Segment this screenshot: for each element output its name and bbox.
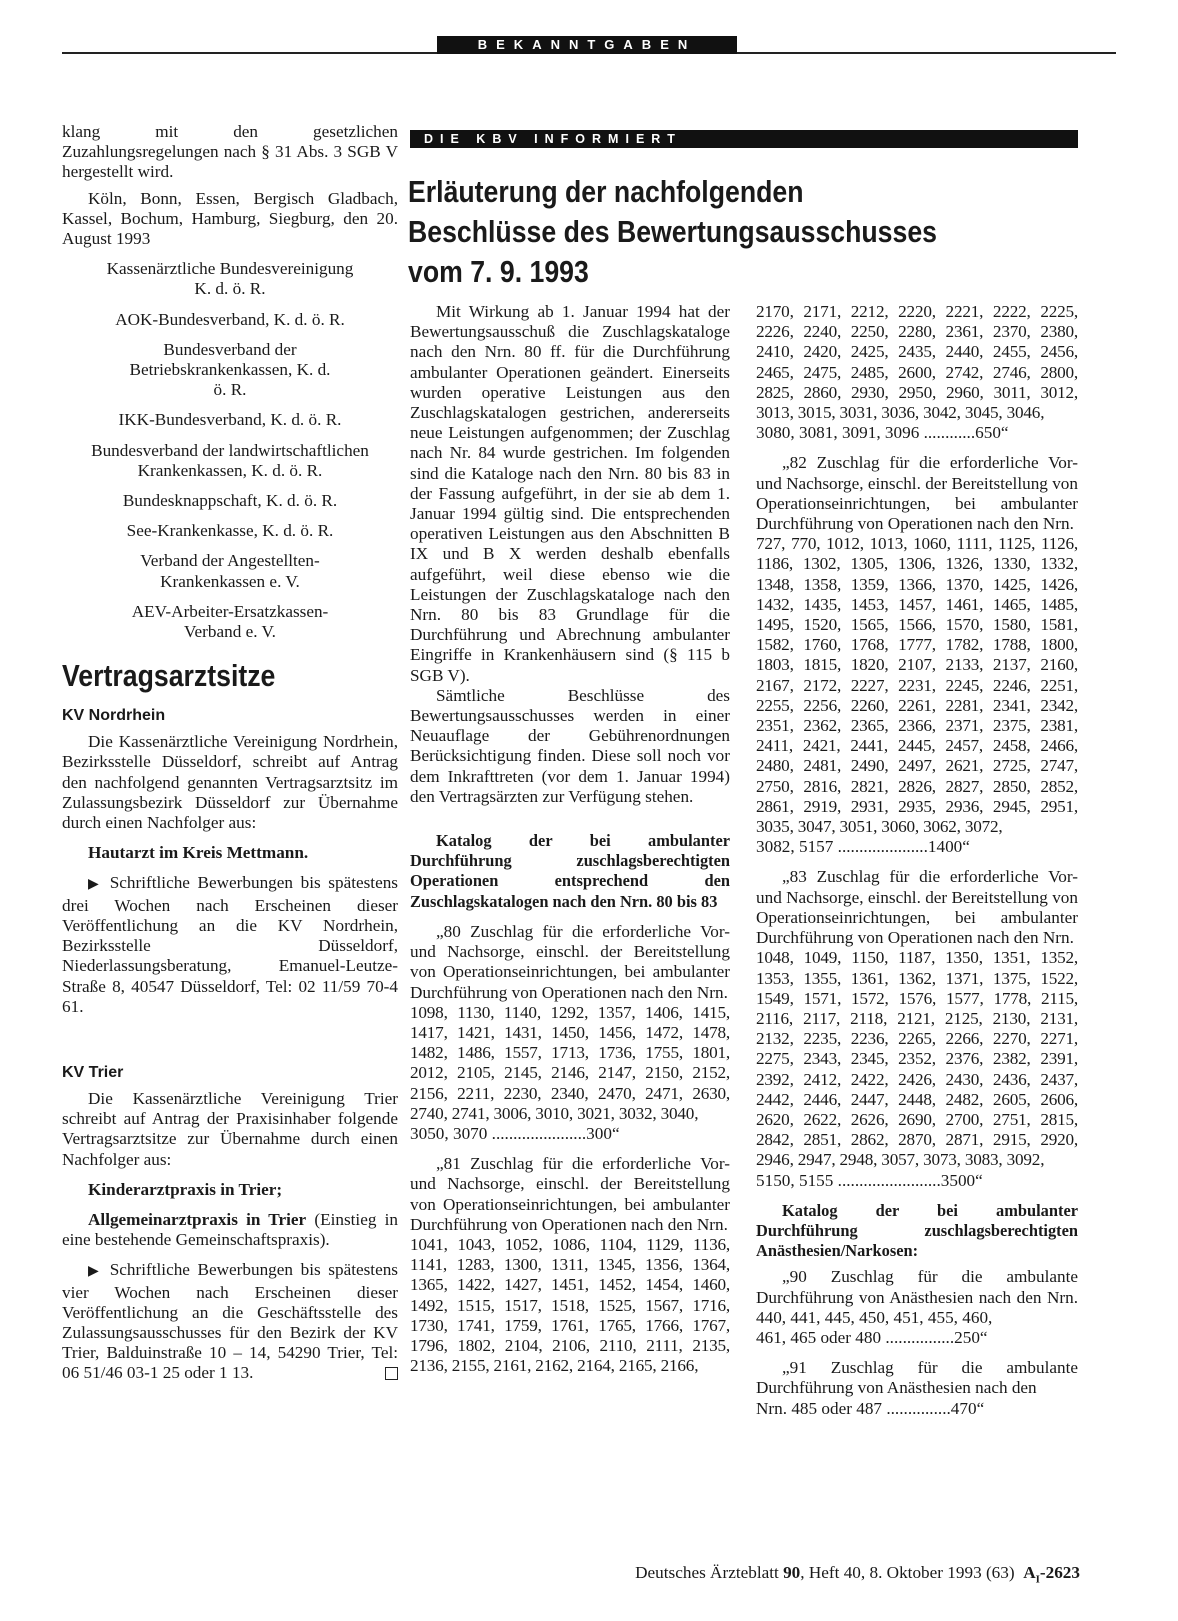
journal-issue: , Heft 40, 8. Oktober 1993 (63) bbox=[800, 1563, 1015, 1582]
nordrhein-text: Die Kassenärztliche Vereinigung Nordrhein, Bezirksstelle Düsseldorf, schreibt auf Antrag den nachfolgend genannten Vertragsarztsitz im Zulassungsbezirk Düsseldorf zur Übernahme durch einen Nachfolger aus: bbox=[62, 732, 398, 833]
middle-column bbox=[410, 302, 730, 1376]
page-footer bbox=[560, 1563, 1080, 1589]
signatory: IKK-Bundesverband, K. d. ö. R. bbox=[118, 410, 342, 430]
zuschlag-90-last: 461, 465 oder 480 ................250“ bbox=[756, 1327, 988, 1347]
nordrhein-apply: ▶ Schriftliche Bewerbungen bis spätestens drei Wochen nach Erscheinen dieser Veröffentlichung an die KV Nordrhein, Bezirksstelle Düsseldorf, Niederlassungsberatung, Emanuel-Leutze-Straße 8, 40547 Düsseldorf, Tel: 02 11/59 70-4 61. bbox=[62, 873, 398, 1016]
triangle-right-icon: ▶ bbox=[88, 877, 103, 893]
section-tag: BEKANNTGABEN bbox=[437, 36, 737, 54]
zuschlag-82-numbers: 727, 770, 1012, 1013, 1060, 1111, 1125, 1126, 1186, 1302, 1305, 1306, 1326, 1330, 1332, 1348, 1358, 1359, 1366, 1370, 1425, 1426, 1432, 1435, 1453, 1457, 1461, 1465, 1485, 1495, 1520, 1565, 1566, 1570, 1580, 1581, 1582, 1760, 1768, 1777, 1782, 1788, 1800, 1803, 1815, 1820, 2107, 2133, 2137, 2160, 2167, 2172, 2227, 2231, 2245, 2246, 2251, 2255, 2256, 2260, 2261, 2281, 2341, 2342, 2351, 2362, 2365, 2366, 2371, 2375, 2381, 2411, 2421, 2441, 2445, 2457, 2458, 2466, 2480, 2481, 2490, 2497, 2621, 2725, 2747, 2750, 2816, 2821, 2826, 2827, 2850, 2852, 2861, 2919, 2931, 2935, 2936, 2945, 2951, 3035, 3047, 3051, 3060, 3062, 3072, bbox=[756, 534, 1078, 837]
signatory: Verband der Angestellten-Krankenkassen e. V. bbox=[140, 551, 320, 591]
signatory: Bundesknappschaft, K. d. ö. R. bbox=[122, 491, 338, 511]
catalog-heading-operations: Katalog der bei ambulanter Durchführung zuschlagsberechtigten Operationen entsprechend den Zuschlagskatalogen nach den Nrn. 80 bis 83 bbox=[410, 831, 730, 911]
zuschlag-91-last: Nrn. 485 oder 487 ...............470“ bbox=[756, 1398, 985, 1418]
left-column bbox=[62, 122, 398, 1384]
zuschlag-91-text: „91 Zuschlag für die ambulante Durchführung von Anästhesien nach den bbox=[756, 1358, 1078, 1398]
trier-text: Die Kassenärztliche Vereinigung Trier schreibt auf Antrag der Praxisinhaber folgende Vertragsarztsitze zur Übernahme durch einen Nachfolger aus: bbox=[62, 1088, 398, 1169]
trier-position-2: Allgemeinarztpraxis in Trier (Einstieg in eine bestehende Gemeinschaftspraxis). bbox=[62, 1209, 398, 1250]
zuschlag-80-numbers: 1098, 1130, 1140, 1292, 1357, 1406, 1415, 1417, 1421, 1431, 1450, 1456, 1472, 1478, 1482, 1486, 1557, 1713, 1736, 1755, 1801, 2012, 2105, 2145, 2146, 2147, 2150, 2152, 2156, 2211, 2230, 2340, 2470, 2471, 2630, 2740, 2741, 3006, 3010, 3021, 3032, 3040, bbox=[410, 1002, 730, 1123]
trier-position-1: Kinderarztpraxis in Trier; bbox=[88, 1179, 283, 1199]
intro-text: klang mit den gesetzlichen Zuzahlungsregelungen nach § 31 Abs. 3 SGB V hergestellt wird. bbox=[62, 122, 398, 182]
page-number: $A_I-2623$ bbox=[1023, 1563, 1080, 1586]
catalog-heading-anesthesia: Katalog der bei ambulanter Durchführung zuschlagsberechtigten Anästhesien/Narkosen: bbox=[756, 1200, 1078, 1261]
trier-apply: ▶ Schriftliche Bewerbungen bis spätestens vier Wochen nach Erscheinen dieser Veröffentlichung an die Geschäftsstelle des Zulassungsausschusses für den Bezirk der KV Trier, Balduinstraße 10 – 14, 54290 Trier, Tel: 06 51/46 03-1 25 oder 1 13. bbox=[62, 1260, 398, 1383]
zuschlag-83-numbers: 1048, 1049, 1150, 1187, 1350, 1351, 1352, 1353, 1355, 1361, 1362, 1371, 1375, 1522, 1549, 1571, 1572, 1576, 1577, 1778, 2115, 2116, 2117, 2118, 2121, 2125, 2130, 2131, 2132, 2235, 2236, 2265, 2266, 2270, 2271, 2275, 2343, 2345, 2352, 2376, 2382, 2391, 2392, 2412, 2422, 2426, 2430, 2436, 2437, 2442, 2446, 2447, 2448, 2482, 2605, 2606, 2620, 2622, 2626, 2690, 2700, 2751, 2815, 2842, 2851, 2862, 2870, 2871, 2915, 2920, 2946, 2947, 2948, 3057, 3073, 3083, 3092, bbox=[756, 948, 1078, 1170]
signatory: AOK-Bundesverband, K. d. ö. R. bbox=[115, 309, 345, 329]
article-paragraph-2: Sämtliche Beschlüsse des Bewertungsausschusses werden in einer Neuauflage der Gebührenordnungen Berücksichtigung finden. Diese soll noch vor dem Inkrafttreten (vor dem 1. Januar 1994) den Vertragsärzten zur Verfügung stehen. bbox=[410, 685, 730, 806]
section-title-vertragsarztsitze: Vertragsarztsitze bbox=[62, 658, 276, 694]
kv-nordrhein-heading: KV Nordrhein bbox=[62, 707, 166, 725]
zuschlag-81-numbers-cont: 2170, 2171, 2212, 2220, 2221, 2222, 2225, 2226, 2240, 2250, 2280, 2361, 2370, 2380, 2410, 2420, 2425, 2435, 2440, 2455, 2456, 2465, 2475, 2485, 2600, 2742, 2746, 2800, 2825, 2860, 2930, 2950, 2960, 3011, 3012, 3013, 3015, 3031, 3036, 3042, 3045, 3046, bbox=[756, 302, 1078, 423]
zuschlag-81-numbers: 1041, 1043, 1052, 1086, 1104, 1129, 1136, 1141, 1283, 1300, 1311, 1345, 1356, 1364, 1365, 1422, 1427, 1451, 1452, 1454, 1460, 1492, 1515, 1517, 1518, 1525, 1567, 1716, 1730, 1741, 1759, 1761, 1765, 1766, 1767, 1796, 1802, 2104, 2106, 2110, 2111, 2135, 2136, 2155, 2161, 2162, 2164, 2165, 2166, bbox=[410, 1234, 730, 1376]
zuschlag-82-text: „82 Zuschlag für die erforderliche Vor- und Nachsorge, einschl. der Bereitstellung von Operationseinrichtungen, bei ambulanter Durchführung von Operationen nach den Nrn. bbox=[756, 453, 1078, 534]
journal-volume: 90 bbox=[783, 1563, 801, 1582]
signatory: See-Krankenkasse, K. d. ö. R. bbox=[126, 521, 334, 541]
nordrhein-position: Hautarzt im Kreis Mettmann. bbox=[88, 843, 309, 863]
signatory: Kassenärztliche Bundesvereinigung K. d. ö. R. bbox=[106, 259, 354, 299]
end-mark-icon bbox=[385, 1367, 398, 1380]
kbv-kicker: DIE KBV INFORMIERT bbox=[410, 130, 1078, 148]
zuschlag-83-text: „83 Zuschlag für die erforderliche Vor- und Nachsorge, einschl. der Bereitstellung von Operationseinrichtungen, bei ambulanter Durchführung von Operationen nach den Nrn. bbox=[756, 867, 1078, 948]
article-title: Erläuterung der nachfolgenden Beschlüsse des Bewertungsausschusses vom 7. 9. 1993 bbox=[408, 174, 938, 289]
zuschlag-80-text: „80 Zuschlag für die erforderliche Vor- und Nachsorge, einschl. der Bereitstellung von Operationseinrichtungen, bei ambulanter Durchführung von Operationen nach den Nrn. bbox=[410, 921, 730, 1002]
signatory: Bundesverband der Betriebskrankenkassen, K. d. ö. R. bbox=[129, 339, 331, 400]
zuschlag-80-last: 3050, 3070 ......................300“ bbox=[410, 1123, 620, 1143]
triangle-right-icon: ▶ bbox=[88, 1264, 103, 1280]
signatory: Bundesverband der landwirtschaftlichen Krankenkassen, K. d. ö. R. bbox=[91, 440, 369, 480]
signatory: AEV-Arbeiter-Ersatzkassen-Verband e. V. bbox=[131, 601, 329, 642]
right-column bbox=[756, 302, 1078, 1419]
zuschlag-81-text: „81 Zuschlag für die erforderliche Vor- und Nachsorge, einschl. der Bereitstellung von Operationseinrichtungen, bei ambulanter Durchführung von Operationen nach den Nrn. bbox=[410, 1154, 730, 1234]
zuschlag-90-text: „90 Zuschlag für die ambulante Durchführung von Anästhesien nach den Nrn. 440, 441, 445, 450, 451, 455, 460, bbox=[756, 1267, 1078, 1327]
kv-trier-heading: KV Trier bbox=[62, 1063, 124, 1081]
zuschlag-83-last: 5150, 5155 ........................3500“ bbox=[756, 1170, 983, 1190]
zuschlag-82-last: 3082, 5157 .....................1400“ bbox=[756, 837, 970, 857]
journal-name: Deutsches Ärzteblatt bbox=[635, 1563, 779, 1582]
zuschlag-81-last: 3080, 3081, 3091, 3096 ............650“ bbox=[756, 423, 1009, 443]
place-date: Köln, Bonn, Essen, Bergisch Gladbach, Kassel, Bochum, Hamburg, Siegburg, den 20. August 1993 bbox=[62, 188, 398, 249]
article-paragraph-1: Mit Wirkung ab 1. Januar 1994 hat der Bewertungsausschuß die Zuschlagskataloge nach den Nrn. 80 ff. für die Durchführung ambulanter Operationen geändert. Einerseits wurden operative Leistungen aus den Zuschlagskatalogen gestrichen, andererseits neue Leistungen aufgenommen; der Zuschlag nach Nr. 84 wurde gestrichen. Im folgenden sind die Kataloge nach den Nrn. 80 bis 83 in der Fassung aufgeführt, in der sie ab dem 1. Januar 1994 gültig sind. Die entsprechenden operativen Leistungen aus den Abschnitten B IX und B X werden deshalb ebenfalls aufgeführt, weil diese ebenso wie die Leistungen der Zuschlagskataloge nach den Nrn. 80 bis 83 Grundlage für die Durchführung und Abrechnung ambulanter Eingriffe in Krankenhäusern sind (§ 115 b SGB V). bbox=[410, 302, 730, 685]
